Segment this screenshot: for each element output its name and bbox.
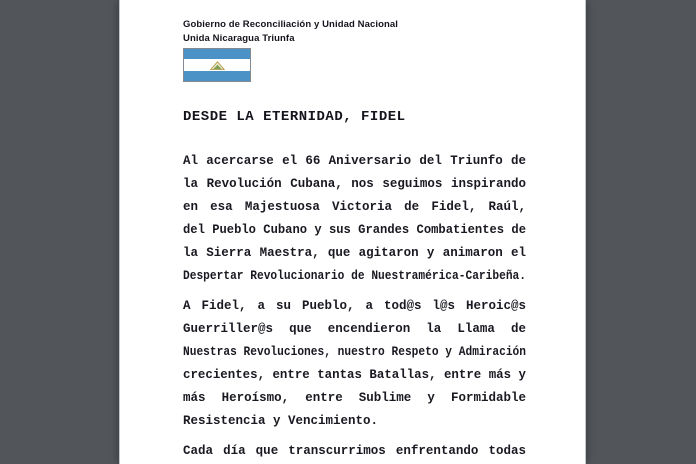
- document-page: [119, 0, 586, 464]
- text-line: más Heroísmo, entre Sublime y Formidable: [183, 391, 526, 405]
- text-line: del Pueblo Cubano y sus Grandes Combatientes de: [183, 223, 526, 237]
- text-line: Despertar Revolucionario de Nuestramérica-Caribeña.: [183, 269, 526, 283]
- text-line: Cada día que transcurrimos enfrentando todas: [183, 444, 526, 458]
- paragraph: [183, 440, 526, 463]
- flag-stripe-top: [184, 49, 250, 59]
- text-line: crecientes, entre tantas Batallas, entre más y: [183, 368, 526, 382]
- flag-emblem-icon: [210, 61, 225, 70]
- text-line: en esa Majestuosa Victoria de Fidel, Raúl,: [183, 200, 526, 214]
- flag-stripe-middle: [184, 59, 250, 70]
- text-line: la Revolución Cubana, nos seguimos inspirando: [183, 177, 526, 191]
- document-title: DESDE LA ETERNIDAD, FIDEL: [183, 109, 406, 125]
- paragraph: [183, 150, 526, 288]
- document-body: [183, 150, 526, 464]
- text-line: A Fidel, a su Pueblo, a tod@s l@s Heroic@s: [183, 299, 526, 313]
- flag-stripe-bottom: [184, 71, 250, 81]
- government-header-line1: Gobierno de Reconciliación y Unidad Nacional: [183, 19, 399, 30]
- text-line: Al acercarse el 66 Aniversario del Triunfo de: [183, 154, 526, 168]
- text-line: Guerriller@s que encendieron la Llama de: [183, 322, 526, 336]
- text-line: Resistencia y Vencimiento.: [183, 414, 379, 428]
- government-header: [183, 18, 543, 46]
- government-header-line2: Unida Nicaragua Triunfa: [183, 33, 295, 44]
- nicaragua-flag: [183, 48, 251, 82]
- text-line: Nuestras Revoluciones, nuestro Respeto y Admiración: [183, 345, 526, 359]
- text-line: la Sierra Maestra, que agitaron y animaron el: [183, 246, 526, 260]
- paragraph: [183, 295, 526, 433]
